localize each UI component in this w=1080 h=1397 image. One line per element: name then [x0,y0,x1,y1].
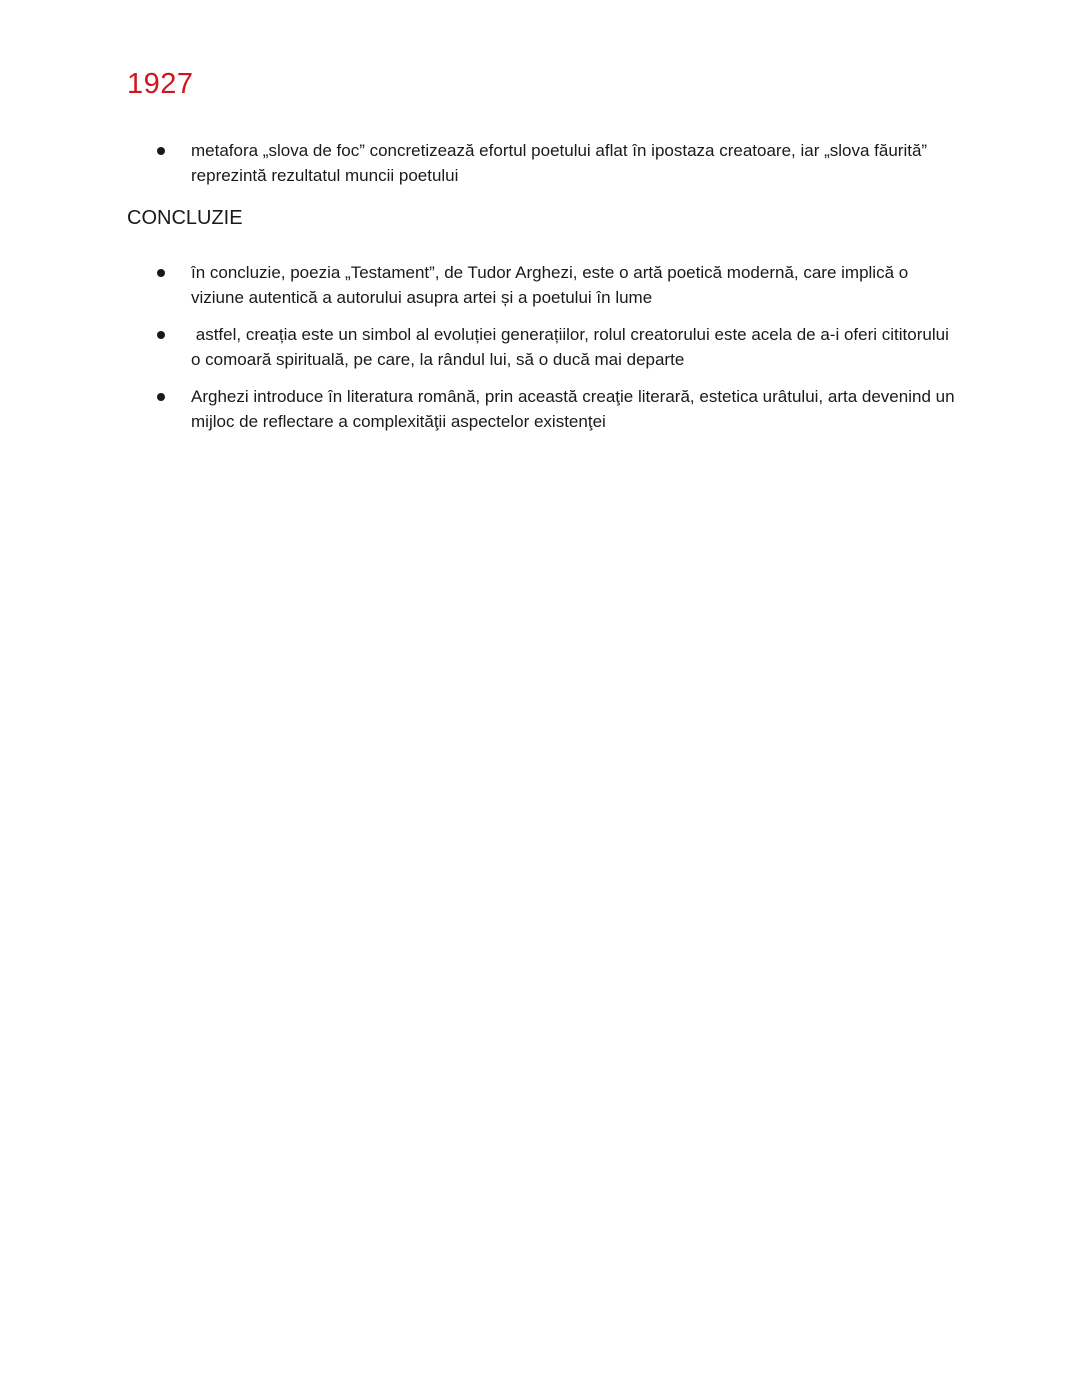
bullet-icon [157,393,165,401]
list-item [0,322,1080,372]
bullet-icon [157,269,165,277]
section-heading: CONCLUZIE [127,207,243,229]
list-item-text: în concluzie, poezia „Testament”, de Tudor Arghezi, este o artă poetică modernă, care implică o viziune autentică a autorului asupra artei și a poetului în lume [191,263,909,307]
list-item-text: metafora „slova de foc” concretizează efortul poetului aflat în ipostaza creatoare, iar „slova făurită” reprezintă rezultatul muncii poetului [191,141,928,185]
page-number: 1927 [127,68,194,100]
list-item-text: Arghezi introduce în literatura română, prin această creaţie literară, estetica urâtului, arta devenind un mijloc de reflectare a complexităţii aspectelor existenţei [191,387,955,431]
bullet-icon [157,331,165,339]
intro-bullet-list [0,138,1080,200]
list-item [0,384,1080,434]
bullet-icon [157,147,165,155]
conclusion-bullet-list [0,260,1080,446]
list-item [0,138,1080,188]
list-item [0,260,1080,310]
list-item-text: astfel, creația este un simbol al evoluției generațiilor, rolul creatorului este acela de a-i oferi cititorului o comoară spirituală, pe care, la rândul lui, să o ducă mai departe [191,325,954,369]
